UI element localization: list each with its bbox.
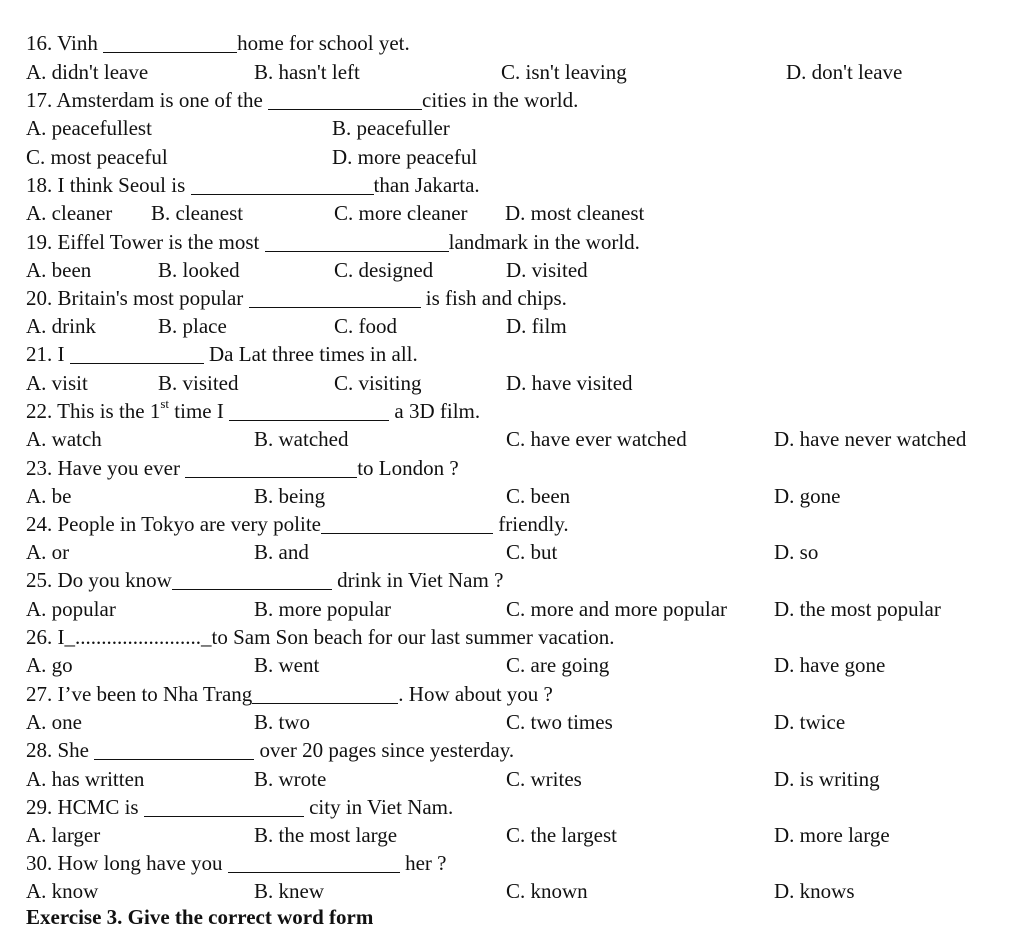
option-a[interactable]: A. didn't leave: [26, 60, 149, 84]
option-a[interactable]: A. one: [26, 710, 82, 734]
question-18: 18. I think Seoul is than Jakarta.: [26, 173, 480, 197]
question-22: 22. This is the 1st time I a 3D film.: [26, 396, 481, 423]
question-20: 20. Britain's most popular is fish and chips.: [26, 286, 567, 310]
option-c[interactable]: C. known: [506, 879, 588, 903]
option-b[interactable]: B. and: [254, 540, 309, 564]
option-a[interactable]: A. know: [26, 879, 99, 903]
question-25: 25. Do you know drink in Viet Nam ?: [26, 568, 504, 592]
option-b[interactable]: B. cleanest: [151, 201, 244, 225]
option-b[interactable]: B. looked: [158, 258, 240, 282]
next-exercise-heading: Exercise 3. Give the correct word form: [26, 905, 374, 929]
option-b[interactable]: B. hasn't left: [254, 60, 360, 84]
option-d[interactable]: D. so: [774, 540, 819, 564]
option-d[interactable]: D. visited: [506, 258, 588, 282]
option-b[interactable]: B. visited: [158, 371, 239, 395]
answer-blank[interactable]: [103, 34, 237, 53]
option-c[interactable]: C. most peaceful: [26, 145, 168, 169]
option-b[interactable]: B. knew: [254, 879, 324, 903]
option-d[interactable]: D. more large: [774, 823, 890, 847]
question-28: 28. She over 20 pages since yesterday.: [26, 738, 515, 762]
question-30: 30. How long have you her ?: [26, 851, 447, 875]
option-a[interactable]: A. visit: [26, 371, 88, 395]
option-c[interactable]: C. have ever watched: [506, 427, 687, 451]
option-b[interactable]: B. went: [254, 653, 320, 677]
answer-blank[interactable]: [228, 854, 400, 873]
option-d[interactable]: D. is writing: [774, 767, 880, 791]
option-d[interactable]: D. film: [506, 314, 567, 338]
answer-blank[interactable]: [191, 176, 374, 195]
question-21: 21. I Da Lat three times in all.: [26, 342, 418, 366]
option-c[interactable]: C. visiting: [334, 371, 422, 395]
option-a[interactable]: A. be: [26, 484, 72, 508]
option-d[interactable]: D. twice: [774, 710, 846, 734]
option-c[interactable]: C. more cleaner: [334, 201, 468, 225]
question-24: 24. People in Tokyo are very polite friendly.: [26, 512, 569, 536]
option-c[interactable]: C. more and more popular: [506, 597, 728, 621]
option-b[interactable]: B. peacefuller: [332, 116, 450, 140]
answer-blank[interactable]: [185, 459, 357, 478]
option-b[interactable]: B. being: [254, 484, 326, 508]
option-c[interactable]: C. but: [506, 540, 558, 564]
answer-blank[interactable]: [252, 685, 398, 704]
option-d[interactable]: D. don't leave: [786, 60, 903, 84]
option-d[interactable]: D. have never watched: [774, 427, 967, 451]
option-a[interactable]: A. popular: [26, 597, 116, 621]
option-c[interactable]: C. food: [334, 314, 397, 338]
option-c[interactable]: C. isn't leaving: [501, 60, 627, 84]
answer-blank[interactable]: [229, 402, 389, 421]
option-a[interactable]: A. or: [26, 540, 70, 564]
option-c[interactable]: C. designed: [334, 258, 434, 282]
option-c[interactable]: C. writes: [506, 767, 582, 791]
option-b[interactable]: B. more popular: [254, 597, 392, 621]
option-a[interactable]: A. cleaner: [26, 201, 113, 225]
question-29: 29. HCMC is city in Viet Nam.: [26, 795, 454, 819]
option-a[interactable]: A. go: [26, 653, 73, 677]
option-a[interactable]: A. peacefullest: [26, 116, 152, 140]
option-d[interactable]: D. have visited: [506, 371, 633, 395]
question-19: 19. Eiffel Tower is the most landmark in the world.: [26, 230, 640, 254]
answer-blank[interactable]: [268, 91, 422, 110]
option-b[interactable]: B. wrote: [254, 767, 327, 791]
option-a[interactable]: A. has written: [26, 767, 145, 791]
option-c[interactable]: C. been: [506, 484, 571, 508]
answer-blank[interactable]: ........................: [75, 625, 201, 649]
option-d[interactable]: D. more peaceful: [332, 145, 478, 169]
option-d[interactable]: D. the most popular: [774, 597, 941, 621]
question-26: 26. I_........................_to Sam Son beach for our last summer vacation.: [26, 625, 615, 649]
option-a[interactable]: A. larger: [26, 823, 101, 847]
option-d[interactable]: D. knows: [774, 879, 855, 903]
option-d[interactable]: D. most cleanest: [505, 201, 645, 225]
answer-blank[interactable]: [94, 741, 254, 760]
option-d[interactable]: D. gone: [774, 484, 841, 508]
option-c[interactable]: C. are going: [506, 653, 610, 677]
option-a[interactable]: A. drink: [26, 314, 96, 338]
option-c[interactable]: C. two times: [506, 710, 613, 734]
option-a[interactable]: A. been: [26, 258, 92, 282]
question-16: 16. Vinh home for school yet.: [26, 31, 410, 55]
answer-blank[interactable]: [249, 289, 421, 308]
answer-blank[interactable]: [70, 345, 204, 364]
option-b[interactable]: B. place: [158, 314, 227, 338]
option-b[interactable]: B. the most large: [254, 823, 398, 847]
option-d[interactable]: D. have gone: [774, 653, 886, 677]
answer-blank[interactable]: [265, 233, 449, 252]
question-23: 23. Have you ever to London ?: [26, 456, 459, 480]
option-b[interactable]: B. watched: [254, 427, 349, 451]
answer-blank[interactable]: [321, 515, 493, 534]
option-c[interactable]: C. the largest: [506, 823, 618, 847]
option-b[interactable]: B. two: [254, 710, 311, 734]
question-17: 17. Amsterdam is one of the cities in the world.: [26, 88, 579, 112]
answer-blank[interactable]: [144, 798, 304, 817]
option-a[interactable]: A. watch: [26, 427, 102, 451]
answer-blank[interactable]: [172, 571, 332, 590]
question-27: 27. I’ve been to Nha Trang . How about you ?: [26, 682, 553, 706]
